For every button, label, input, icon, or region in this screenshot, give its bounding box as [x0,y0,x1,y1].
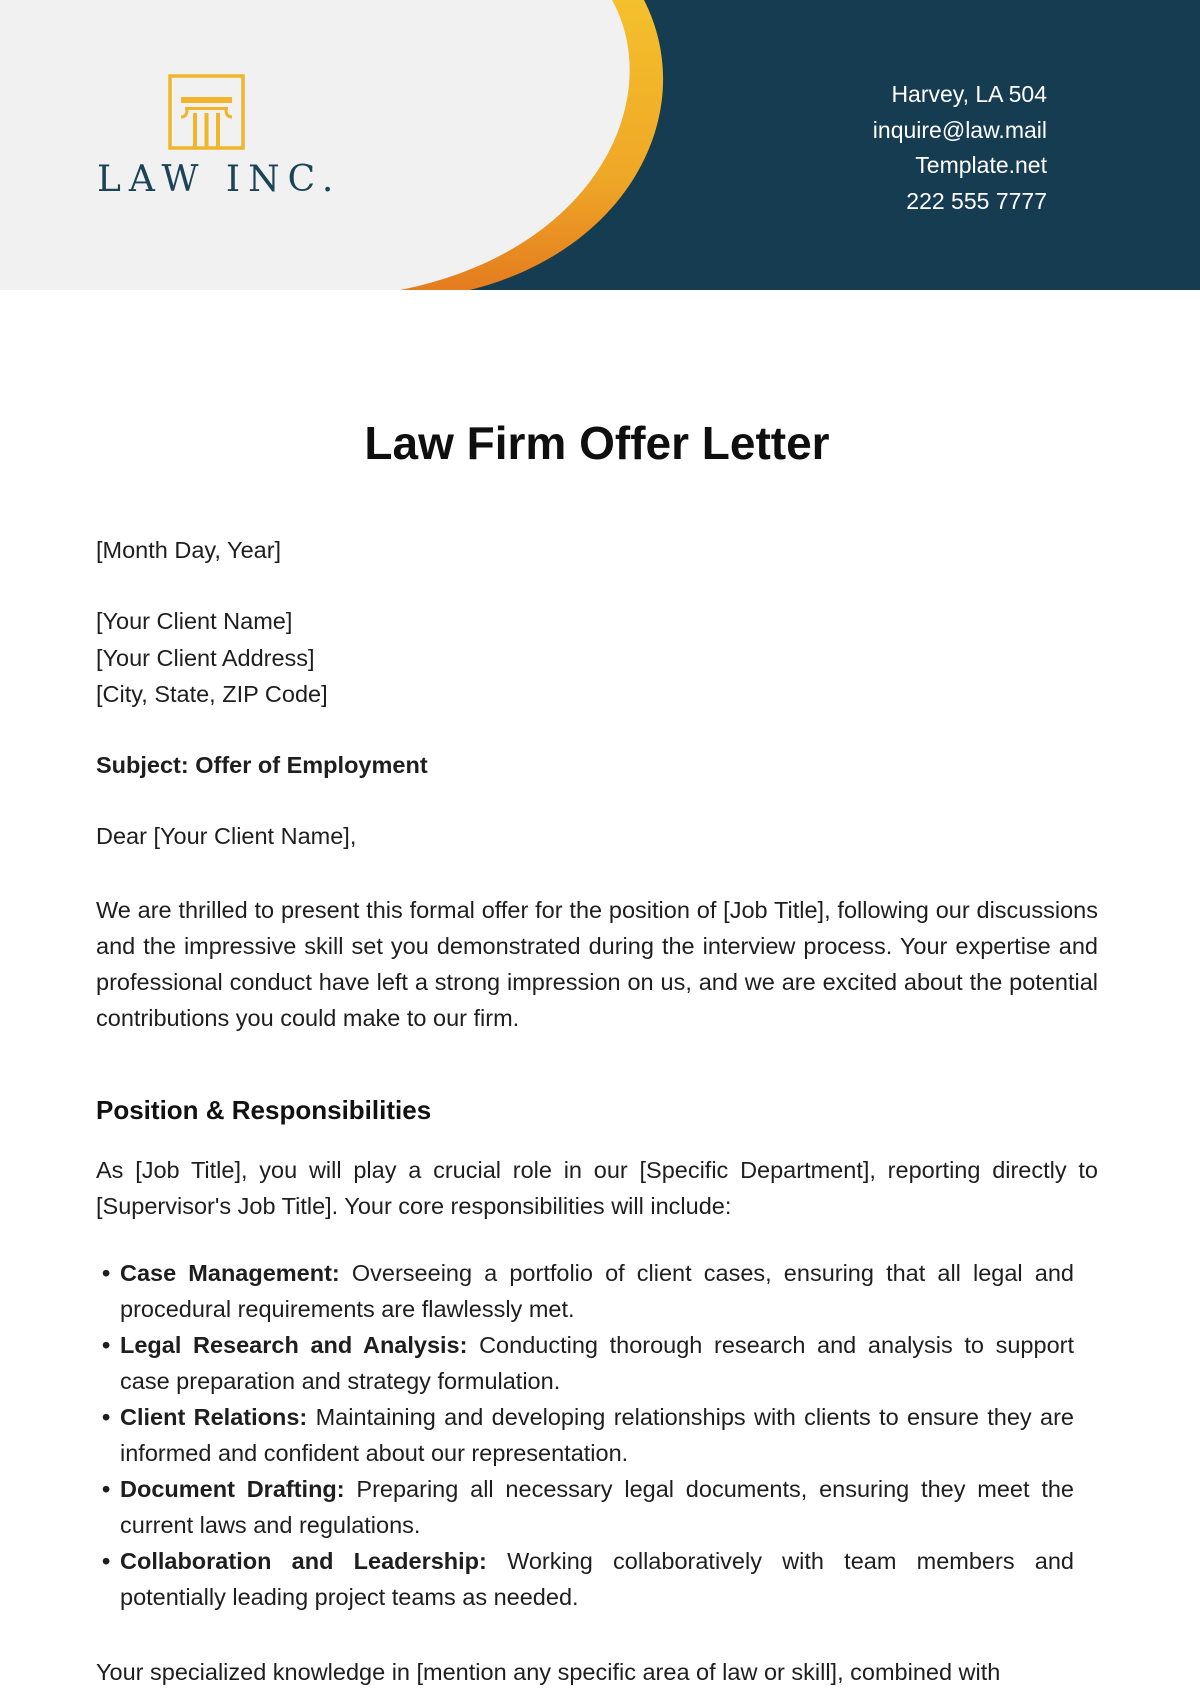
pillar-icon [167,73,249,153]
item-term: Legal Research and Analysis: [120,1332,468,1358]
company-logo [97,73,342,200]
letter-subject: Subject: Offer of Employment [96,752,428,778]
item-term: Client Relations: [120,1404,308,1430]
salutation: Dear [Your Client Name], [96,823,357,849]
bullet: • [102,1404,111,1430]
list-item [96,1544,1074,1615]
contact-website[interactable]: Template.net [915,152,1047,178]
item-term: Collaboration and Leadership: [120,1548,487,1574]
contact-block [873,77,1047,219]
list-item [96,1472,1074,1543]
contact-phone: 222 555 7777 [906,187,1047,214]
page-title: Law Firm Offer Letter [364,417,830,469]
list-item [96,1328,1074,1399]
item-text: Overseeing a portfolio of client cases, ensuring that all legal and procedural requirements are flawlessly met. [120,1260,1074,1322]
item-text: Working collaboratively with team members and potentially leading project teams as needed. [120,1548,1074,1610]
bullet: • [102,1548,111,1574]
recipient-name: [Your Client Name] [96,608,293,634]
section-heading: Position & Responsibilities [96,1095,432,1125]
recipient-address: [Your Client Address] [96,645,315,671]
company-name: LAW INC. [97,159,342,200]
letter-date: [Month Day, Year] [96,537,282,563]
recipient-city: [City, State, ZIP Code] [96,681,328,707]
list-item [96,1256,1074,1327]
bullet: • [102,1476,111,1502]
bullet: • [102,1260,111,1286]
section-intro: As [Job Title], you will play a crucial role in our [Specific Department], reporting directly to [Supervisor's Job Title]. Your core responsibilities will include: [96,1157,1098,1219]
item-text: Preparing all necessary legal documents, ensuring they meet the current laws and regulations. [120,1476,1074,1538]
responsibilities-list [96,1256,1074,1616]
contact-email[interactable]: inquire@law.mail [872,116,1047,143]
item-term: Document Drafting: [120,1476,345,1502]
intro-paragraph: We are thrilled to present this formal offer for the position of [Job Title], following our discussions and the impressive skill set you demonstrated during the interview process. Your expertise and professional conduct have left a strong impression on us, and we are excited about the potential contributions you could make to our firm. [96,897,1098,1031]
bullet: • [102,1332,111,1358]
contact-address: Harvey, LA 504 [891,81,1047,107]
closing-paragraph: Your specialized knowledge in [mention any specific area of law or skill], combined with [96,1659,1001,1685]
item-text: Conducting thorough research and analysis to support case preparation and strategy formulation. [120,1332,1074,1394]
item-text: Maintaining and developing relationships with clients to ensure they are informed and confident about our representation. [120,1404,1074,1466]
item-term: Case Management: [120,1260,340,1286]
letterhead [0,0,1200,290]
list-item [96,1400,1074,1471]
